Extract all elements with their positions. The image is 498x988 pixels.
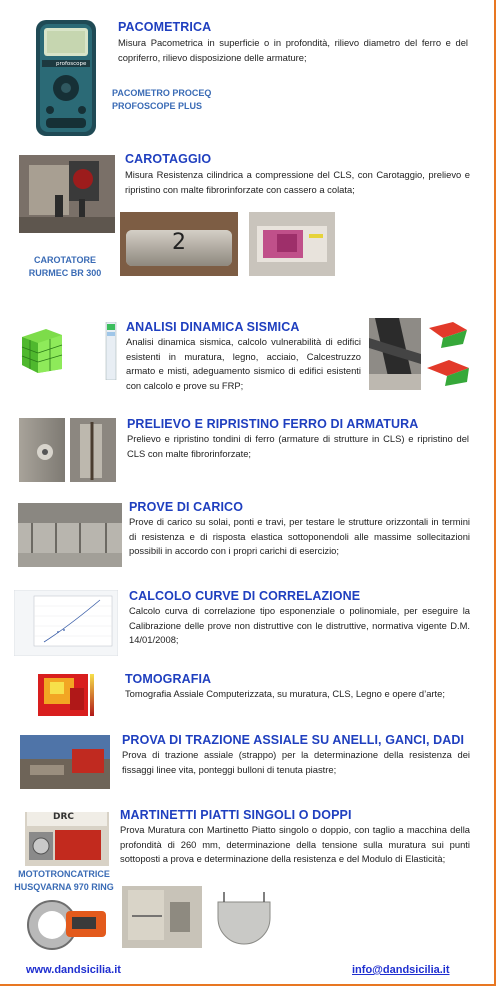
caption-line: PACOMETRO PROCEQ bbox=[112, 88, 212, 98]
seismic-deformation-plot-bottom bbox=[423, 354, 475, 390]
flat-jack-kit-photo bbox=[25, 812, 109, 866]
profoscope-device-image bbox=[30, 18, 102, 138]
building-model-3d-image bbox=[18, 325, 66, 375]
footer-website-link[interactable] bbox=[26, 964, 121, 976]
section-title-tomografia: TOMOGRAFIA bbox=[125, 672, 212, 686]
seismic-color-scale-image bbox=[104, 322, 118, 380]
section-title-prove: PROVE DI CARICO bbox=[129, 500, 244, 514]
section-desc-prove: Prove di carico su solai, ponti e travi, per testare le strutture orizzontali in termini di resistenza e di risposta elastica sottoponendoli alle massime sollecitazioni possibili in accordo con i propri carichi di esercizio; bbox=[129, 516, 470, 556]
section-title-carotaggio: CAROTAGGIO bbox=[125, 152, 212, 166]
caption-line: CAROTATORE bbox=[34, 255, 96, 265]
traction-test-site-photo bbox=[20, 735, 110, 789]
ring-saw-photo bbox=[22, 893, 114, 953]
website-link[interactable]: www.dandsicilia.it bbox=[26, 964, 121, 976]
kit-box-brand-label: DRC bbox=[53, 812, 75, 822]
section-desc-analisi: Analisi dinamica sismica, calcolo vulnerabilità di edifici esistenti in muratura, legno, acciaio, Calcestruzzo armato e misti, adeguamento sismico di edifici esistenti con calcolo e prove su FRP; bbox=[126, 336, 361, 391]
load-test-site-photo bbox=[18, 503, 122, 567]
rebar-sample-photo-1 bbox=[19, 418, 65, 482]
section-title-calcolo: CALCOLO CURVE DI CORRELAZIONE bbox=[129, 589, 361, 603]
section-title-analisi: ANALISI DINAMICA SISMICA bbox=[126, 320, 300, 334]
core-drill-photo bbox=[19, 155, 115, 233]
section-desc-tomografia: Tomografia Assiale Computerizzata, su muratura, CLS, Legno e opere d’arte; bbox=[125, 688, 445, 699]
caption-pacometro bbox=[112, 87, 232, 112]
section-desc-carotaggio: Misura Resistenza cilindrica a compressione del CLS, con Carotaggio, prelievo e ripristino con malte fibrorinforzate con cassero a colata; bbox=[125, 169, 470, 195]
caption-mototroncatrice bbox=[14, 868, 114, 893]
section-desc-martinetti: Prova Muratura con Martinetto Piatto singolo o doppio, con taglio a macchina della profondità di 260 mm, determinazione della tensione sulla muratura sui punti sottoposti a prova e determinazione della resistenza e del Modulo di Elasticità; bbox=[120, 824, 470, 864]
section-title-prelievo: PRELIEVO E RIPRISTINO FERRO DI ARMATURA bbox=[127, 417, 419, 431]
concrete-core-photo bbox=[120, 212, 238, 276]
caption-line: MOTOTRONCATRICE bbox=[18, 869, 110, 879]
rebar-sample-photo-2 bbox=[70, 418, 116, 482]
caption-line: HUSQVARNA 970 RING bbox=[14, 881, 114, 892]
masonry-cut-photo bbox=[122, 886, 202, 948]
section-desc-calcolo: Calcolo curva di correlazione tipo esponenziale o polinomiale, per eseguire la Calibrazione delle prove non distruttive con le distruttive, normativa vigente D.M. 14/01/2008; bbox=[129, 605, 470, 645]
flat-jack-plate-photo bbox=[212, 888, 276, 946]
core-sample-photo bbox=[249, 212, 335, 276]
footer-email-link[interactable] bbox=[352, 964, 450, 976]
section-desc-trazione: Prova di trazione assiale (strappo) per la determinazione della resistenza dei fissaggi linee vita, ponteggi bulloni di tenuta piastre; bbox=[122, 749, 470, 775]
section-title-martinetti: MARTINETTI PIATTI SINGOLI O DOPPI bbox=[120, 808, 352, 822]
device-brand-label: profoscope bbox=[56, 61, 87, 67]
section-desc-pacometrica: Misura Pacometrica in superficie o in profondità, rilievo diametro del ferro e del copriferro, rilievo disposizione delle armature; bbox=[118, 37, 468, 63]
section-desc-prelievo: Prelievo e ripristino tondini di ferro (armature di strutture in CLS) e ripristino del CLS con malte fibrorinforzate; bbox=[127, 433, 469, 459]
correlation-curve-chart-image bbox=[14, 590, 118, 656]
frp-reinforcement-photo bbox=[369, 318, 421, 390]
caption-line: PROFOSCOPE PLUS bbox=[112, 100, 203, 111]
section-title-pacometrica: PACOMETRICA bbox=[118, 20, 212, 34]
core-number-label: 2 bbox=[172, 230, 186, 255]
caption-carotatore bbox=[20, 254, 110, 279]
caption-line: RURMEC BR 300 bbox=[28, 267, 102, 278]
tomography-heatmap-image bbox=[32, 668, 96, 722]
section-title-trazione: PROVA DI TRAZIONE ASSIALE SU ANELLI, GANCI, DADI bbox=[122, 733, 465, 747]
email-link[interactable]: info@dandsicilia.it bbox=[352, 964, 450, 976]
seismic-deformation-plot-top bbox=[423, 318, 475, 352]
